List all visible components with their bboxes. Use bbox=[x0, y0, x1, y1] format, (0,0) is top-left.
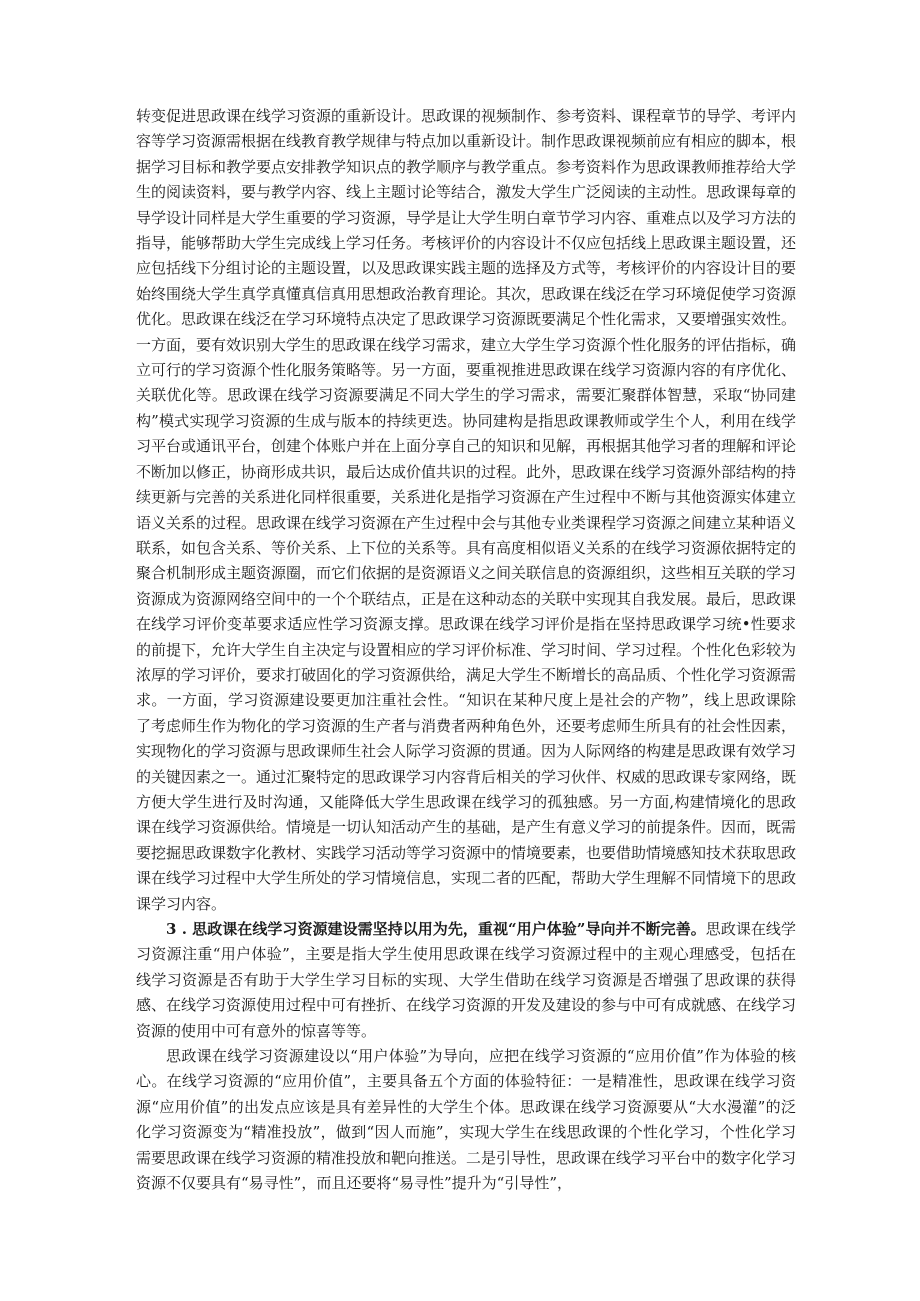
document-body bbox=[136, 104, 796, 1196]
section-3-body: 思政课在线学习资源注重“用户体验”，主要是指大学生使用思政课在线学习资源过程中的主观心理感受，包括在线学习资源是否有助于大学生学习目标的实现、大学生借助在线学习资源是否增强了思政课的获得感、在线学习资源使用过程中可有挫折、在线学习资源的开发及建设的参与中可有成就感、在线学习资源的使用中可有意外的惊喜等等。 bbox=[136, 920, 797, 1040]
paragraph-section-3 bbox=[136, 917, 796, 1044]
section-3-heading: 3 . 思政课在线学习资源建设需坚持以用为先，重视“用户体验”导向并不断完善。 bbox=[166, 920, 706, 938]
paragraph-user-experience: 思政课在线学习资源建设以“用户体验”为导向，应把在线学习资源的“应用价值”作为体验的核心。在线学习资源的“应用价值”，主要具备五个方面的体验特征：一是精准性，思政课在线学习资源“应用价值”的出发点应该是具有差异性的大学生个体。思政课在线学习资源要从“大水漫灌”的泛化学习资源变为“精准投放”，做到“因人而施”，实现大学生在线思政课的个性化学习，个性化学习需要思政课在线学习资源的精准投放和靶向推送。二是引导性，思政课在线学习平台中的数字化学习资源不仅要具有“易寻性”，而且还要将“易寻性”提升为“引导性”， bbox=[136, 1047, 797, 1193]
paragraph-continuation: 转变促进思政课在线学习资源的重新设计。思政课的视频制作、参考资料、课程章节的导学、考评内容等学习资源需根据在线教育教学规律与特点加以重新设计。制作思政课视频前应有相应的脚本，根据学习目标和教学要点安排教学知识点的教学顺序与教学重点。参考资料作为思政课教师推荐给大学生的阅读资料，要与教学内容、线上主题讨论等结合，激发大学生广泛阅读的主动性。思政课每章的导学设计同样是大学生重要的学习资源，导学是让大学生明白章节学习内容、重难点以及学习方法的指导，能够帮助大学生完成线上学习任务。考核评价的内容设计不仅应包括线上思政课主题设置，还应包括线下分组讨论的主题设置，以及思政课实践主题的选择及方式等，考核评价的内容设计目的要始终围绕大学生真学真懂真信真用思想政治教育理论。其次，思政课在线泛在学习环境促使学习资源优化。思政课在线泛在学习环境特点决定了思政课学习资源既要满足个性化需求，又要增强实效性。一方面，要有效识别大学生的思政课在线学习需求，建立大学生学习资源个性化服务的评估指标，确立可行的学习资源个性化服务策略等。另一方面，要重视推进思政课在线学习资源内容的有序优化、关联优化等。思政课在线学习资源要满足不同大学生的学习需求，需要汇聚群体智慧，采取“协同建构”模式实现学习资源的生成与版本的持续更迭。协同建构是指思政课教师或学生个人，利用在线学习平台或通讯平台，创建个体账户并在上面分享自己的知识和见解，再根据其他学习者的理解和评论不断加以修正，协商形成共识，最后达成价值共识的过程。此外，思政课在线学习资源外部结构的持续更新与完善的关系进化同样很重要，关系进化是指学习资源在产生过程中不断与其他资源实体建立语义关系的过程。思政课在线学习资源在产生过程中会与其他专业类课程学习资源之间建立某种语义联系，如包含关系、等价关系、上下位的关系等。具有高度相似语义关系的在线学习资源依据特定的聚合机制形成主题资源圈，而它们依据的是资源语义之间关联信息的资源组织，这些相互关联的学习资源成为资源网络空间中的一个个联结点，正是在这种动态的关联中实现其自我发展。最后，思政课在线学习评价变革要求适应性学习资源支撑。思政课在线学习评价是指在坚持思政课学习统•性要求的前提下，允许大学生自主决定与设置相应的学习评价标准、学习时间、学习过程。个性化色彩较为浓厚的学习评价，要求打破固化的学习资源供给，满足大学生不断增长的高品质、个性化学习资源需求。一方面，学习资源建设要更加注重社会性。“知识在某种尺度上是社会的产物”，线上思政课除了考虑师生作为物化的学习资源的生产者与消费者两种角色外，还要考虑师生所具有的社会性因素，实现物化的学习资源与思政课师生社会人际学习资源的贯通。因为人际网络的构建是思政课有效学习的关键因素之一。通过汇聚特定的思政课学习内容背后相关的学习伙伴、权威的思政课专家网络，既方便大学生进行及时沟通，又能降低大学生思政课在线学习的孤独感。另一方面,构建情境化的思政课在线学习资源供给。情境是一切认知活动产生的基础，是产生有意义学习的前提条件。因而，既需要挖掘思政课数字化教材、实践学习活动等学习资源中的情境要素，也要借助情境感知技术获取思政课在线学习过程中大学生所处的学习情境信息，实现二者的匹配，帮助大学生理解不同情境下的思政课学习内容。 bbox=[136, 107, 797, 913]
